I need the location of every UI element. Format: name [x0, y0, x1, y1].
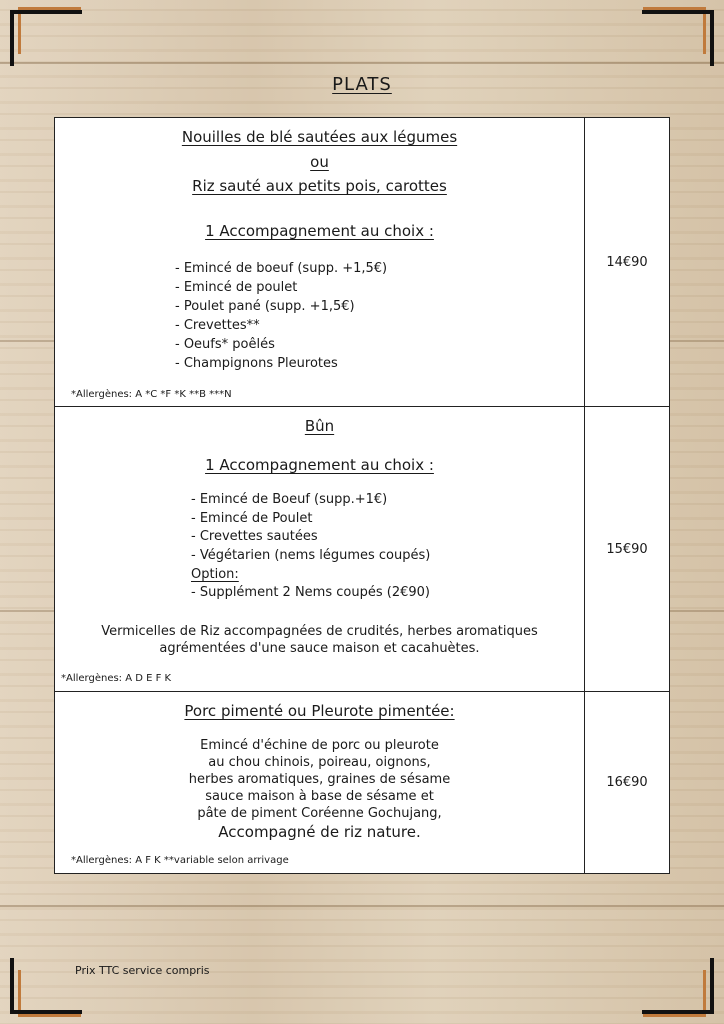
list-item: - Oeufs* poêlés [175, 337, 275, 352]
dish-description-line: pâte de piment Coréenne Gochujang, [197, 806, 442, 821]
accompaniment-line: Accompagné de riz nature. [218, 823, 421, 841]
list-item: - Végétarien (nems légumes coupés) [191, 548, 431, 563]
choice-label: 1 Accompagnement au choix : [205, 456, 434, 474]
dish-or: ou [310, 153, 329, 171]
list-item: - Supplément 2 Nems coupés (2€90) [191, 585, 430, 600]
page-title: PLATS [332, 74, 392, 95]
dish-description [55, 118, 585, 406]
menu-row-bun [55, 407, 669, 692]
dish-heading: Porc pimenté ou Pleurote pimentée: [184, 702, 455, 720]
dish-description-line: agrémentées d'une sauce maison et cacahuètes. [159, 641, 480, 656]
allergens-note: *Allergènes: A F K **variable selon arrivage [71, 855, 289, 866]
dish-description-line: au chou chinois, poireau, oignons, [208, 755, 431, 770]
dish-description-line: herbes aromatiques, graines de sésame [188, 772, 451, 787]
menu-table [54, 117, 670, 874]
corner-ornament-bottom-right [644, 944, 714, 1014]
list-item: - Emincé de Poulet [191, 511, 313, 526]
dish-description [55, 692, 585, 873]
list-item: - Crevettes sautées [191, 529, 318, 544]
list-item: - Emincé de poulet [175, 280, 298, 295]
dish-description [55, 407, 585, 691]
dish-heading-alt: Riz sauté aux petits pois, carottes [192, 177, 447, 195]
corner-ornament-top-left [10, 10, 80, 80]
footer-note: Prix TTC service compris [75, 964, 210, 977]
list-item: - Champignons Pleurotes [175, 356, 338, 371]
allergens-note: *Allergènes: A D E F K [61, 673, 172, 684]
price: 14€90 [606, 254, 648, 270]
corner-ornament-top-right [644, 10, 714, 80]
dish-heading: Nouilles de blé sautées aux légumes [181, 128, 458, 146]
corner-ornament-bottom-left [10, 944, 80, 1014]
menu-row-porc-pimente [55, 692, 669, 873]
list-item: - Poulet pané (supp. +1,5€) [175, 299, 355, 314]
price: 15€90 [606, 541, 648, 557]
allergens-note: *Allergènes: A *C *F *K **B ***N [71, 389, 232, 400]
dish-description-line: sauce maison à base de sésame et [205, 789, 434, 804]
option-label: Option: [191, 567, 239, 582]
dish-description-line: Vermicelles de Riz accompagnées de crudités, herbes aromatiques [101, 624, 538, 639]
list-item: - Emincé de boeuf (supp. +1,5€) [175, 261, 388, 276]
list-item: - Crevettes** [175, 318, 260, 333]
choice-label: 1 Accompagnement au choix : [205, 222, 434, 240]
price: 16€90 [606, 775, 648, 790]
dish-description-line: Emincé d'échine de porc ou pleurote [200, 738, 439, 753]
menu-row-nouilles-riz [55, 118, 669, 407]
list-item: - Emincé de Boeuf (supp.+1€) [191, 492, 388, 507]
dish-heading: Bûn [304, 417, 335, 435]
